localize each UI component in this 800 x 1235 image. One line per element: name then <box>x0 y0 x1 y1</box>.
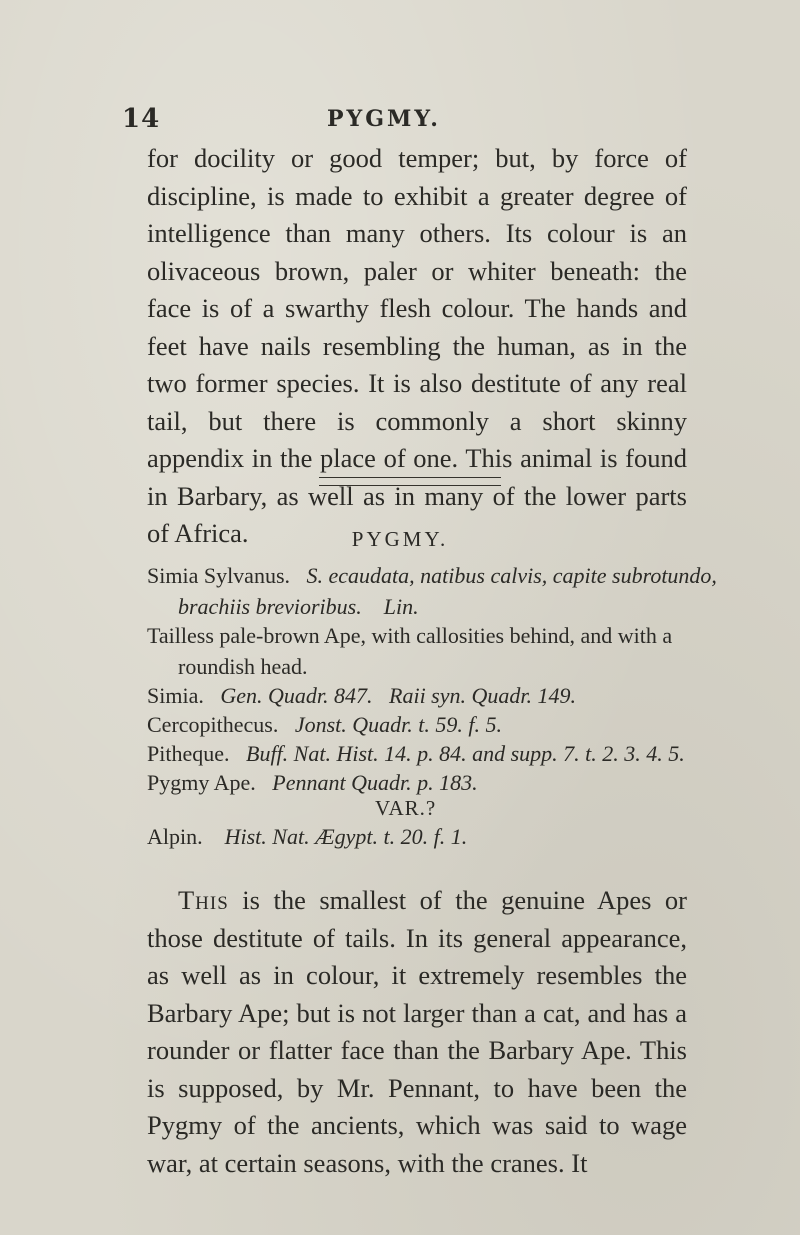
synonym-continuation <box>178 593 419 621</box>
paragraph-description <box>147 882 687 1182</box>
paragraph-continued: for docility or good temper; but, by force of discipline, is made to exhibit a greater degree of intelligence than many others. Its colour is an olivaceous brown, paler or whiter beneath: the face is of a swarthy flesh colour. The hands and feet have nails resembling the human, as in the two former species. It is also destitute of any real tail, but there is commonly a short skinny appendix in the place of one. This animal is found in Barbary, as well as in many of the lower parts of Africa. <box>147 143 687 548</box>
synonym-entry <box>147 622 673 679</box>
paragraph-lead-word: This <box>178 885 229 915</box>
synonym-reference-continued: brachiis brevioribus. <box>178 594 362 619</box>
synonym-reference: Buff. Nat. Hist. 14. p. 84. and supp. 7. t. 2. 3. 4. 5. <box>246 741 685 766</box>
synonym-reference: Pennant Quadr. p. 183. <box>272 770 478 795</box>
synonym-reference: Gen. Quadr. 847. <box>220 683 373 708</box>
synonym-name: Cercopithecus. <box>147 712 279 737</box>
section-title: PYGMY. <box>351 527 449 551</box>
running-title: PYGMY. <box>327 106 441 132</box>
synonym-entry <box>147 740 685 768</box>
synonym-continuation: roundish head. <box>178 654 308 679</box>
synonym-entry <box>147 562 717 619</box>
synonym-reference: S. ecaudata, natibus calvis, capite subrotundo, <box>306 563 717 588</box>
synonym-name: Simia. <box>147 683 204 708</box>
section-divider <box>319 477 501 486</box>
synonym-name: Pitheque. <box>147 741 230 766</box>
synonym-entry <box>147 711 502 739</box>
variety-label: VAR.? <box>375 796 437 820</box>
synonym-entry <box>147 823 467 851</box>
synonym-reference: Raii syn. Quadr. 149. <box>389 683 577 708</box>
synonym-reference: Jonst. Quadr. t. 59. f. 5. <box>294 712 503 737</box>
running-head <box>122 104 682 138</box>
synonym-description: Tailless pale-brown Ape, with callosities behind, and with a <box>147 623 673 648</box>
synonym-entry <box>147 769 478 797</box>
synonym-authority: Lin. <box>383 594 419 619</box>
synonym-name: Simia Sylvanus. <box>147 563 291 588</box>
paragraph-body: is the smallest of the genuine Apes or those destitute of tails. In its general appearance, as well as in colour, it extremely resembles the Barbary Ape; but is not larger than a cat, and has a rounder or flatter face than the Barbary Ape. This is supposed, by Mr. Pennant, to have been the Pygmy of the ancients, which was said to wage war, at certain seasons, with the cranes. It <box>147 885 687 1178</box>
synonym-reference: Hist. Nat. Ægypt. t. 20. f. 1. <box>224 824 468 849</box>
page-number: 14 <box>122 104 161 134</box>
synonym-name: Alpin. <box>147 824 203 849</box>
synonym-name: Pygmy Ape. <box>147 770 256 795</box>
synonym-entry <box>147 682 576 710</box>
